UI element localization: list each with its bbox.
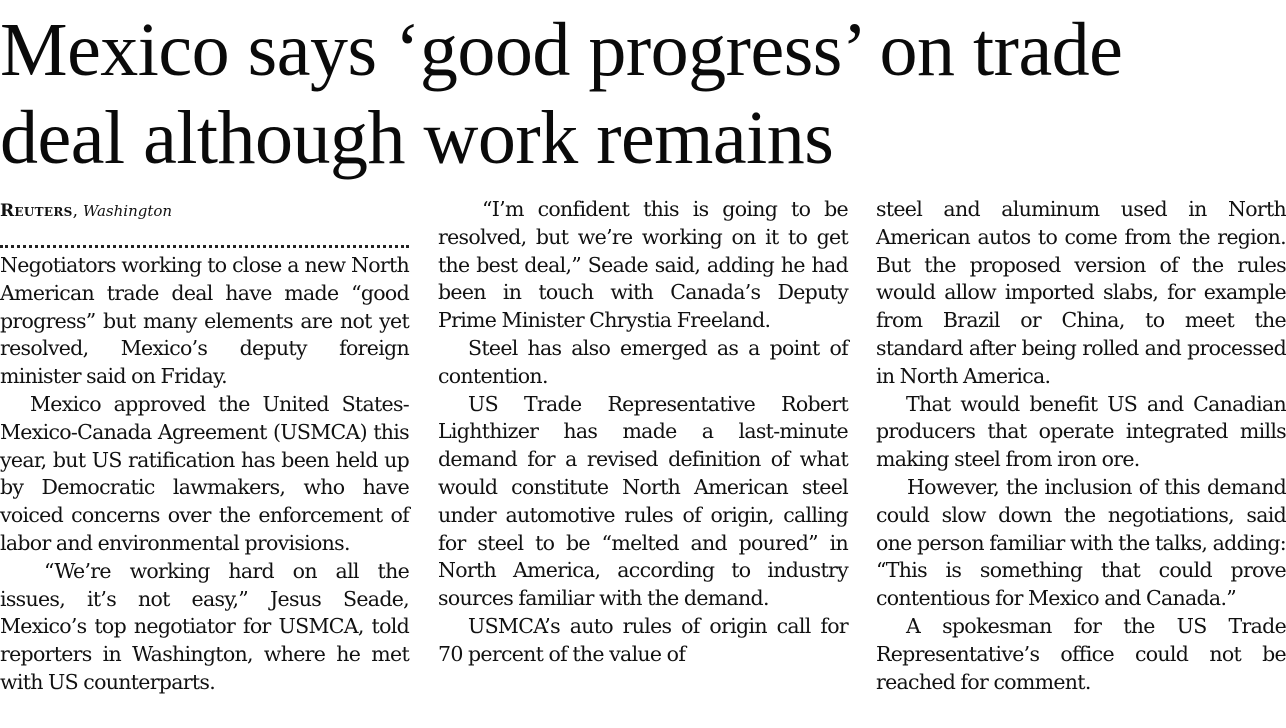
- article-column-2: [438, 196, 848, 669]
- byline-city: Washington: [82, 202, 173, 220]
- paragraph: “We’re working hard on all the issues, it’s not easy,” Jesus Seade, Mexico’s top negotiator for USMCA, told reporters in Washington, where he met with US counterparts.: [0, 558, 409, 694]
- byline: [0, 196, 409, 226]
- paragraph: However, the inclusion of this demand could slow down the negotiations, said one person familiar with the talks, adding: “This is something that could prove contentious for Mexico and Canada.”: [876, 474, 1286, 611]
- paragraph: steel and aluminum used in North American autos to come from the region. But the proposed version of the rules would allow imported slabs, for example from Brazil or China, to meet the standard after being rolled and processed in North America.: [876, 197, 1286, 388]
- paragraph: Steel has also emerged as a point of contention.: [438, 335, 848, 388]
- headline-line-2: deal although work remains: [0, 96, 834, 180]
- byline-dotted-rule: [0, 226, 409, 248]
- byline-separator: ,: [72, 201, 78, 221]
- article-column-3: [876, 196, 1286, 696]
- headline-line-1: Mexico says ‘good progress’ on trade: [0, 8, 1123, 92]
- paragraph: Negotiators working to close a new North American trade deal have made “good progress” but many elements are not yet resolved, Mexico’s deputy foreign minister said on Friday.: [0, 253, 409, 389]
- article-column-1: [0, 196, 409, 697]
- paragraph: That would benefit US and Canadian producers that operate integrated mills making steel from iron ore.: [876, 391, 1286, 472]
- byline-agency: Reuters: [0, 201, 73, 221]
- headline: [0, 6, 1286, 182]
- paragraph: Mexico approved the United States-Mexico-Canada Agreement (USMCA) this year, but US ratification has been held up by Democratic lawmakers, who have voiced concerns over the enforcement of labor and environmental provisions.: [0, 391, 409, 555]
- paragraph: A spokesman for the US Trade Representative’s office could not be reached for comment.: [876, 613, 1286, 694]
- paragraph: USMCA’s auto rules of origin call for 70 percent of the value of: [438, 613, 848, 666]
- paragraph: “I’m confident this is going to be resolved, but we’re working on it to get the best deal,” Seade said, adding he had been in touch with Canada’s Deputy Prime Minister Chrystia Freeland.: [438, 197, 848, 333]
- paragraph: US Trade Representative Robert Lighthizer has made a last-minute demand for a revised definition of what would constitute North American steel under automotive rules of origin, calling for steel to be “melted and poured” in North America, according to industry sources familiar with the demand.: [438, 391, 848, 611]
